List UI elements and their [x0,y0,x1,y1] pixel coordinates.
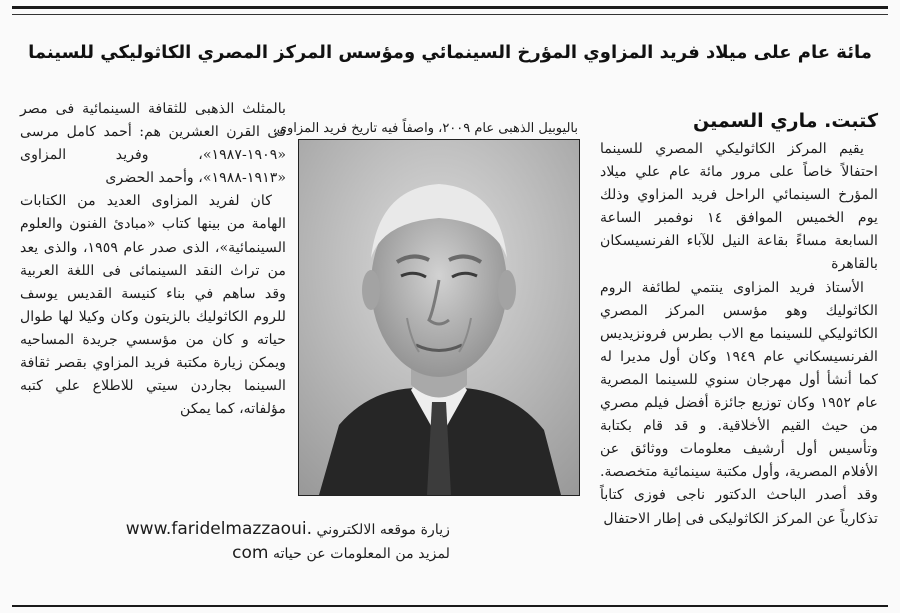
website-line-2 [20,542,450,566]
website-url-part1: www.faridelmazzaoui. [125,519,312,539]
portrait-photo-image [299,140,579,495]
top-strip-text: باليوبيل الذهبى عام ٢٠٠٩، واصفاً فيه تاريخ فريد المزاوى، [272,121,578,136]
paragraph: الأستاذ فريد المزاوى ينتمي لطائفة الروم الكاثوليك وهو مؤسس المركز المصري الكاثوليكي للسينما مع الاب بطرس فرونزيديس الفرنسيسكاني عام ١٩٤٩ وكان أول مديرا له كما أنشأ أول مهرجان سنوي للسينما المصرية عام ١٩٥٢ وكان توزيع جائزة أفضل فيلم مصري من حيث القيم الأخلاقية. و قد قام بكتابة وتأسيس أول أرشيف معلومات ووثائق عن الأفلام المصرية، وأول مكتبة سينمائية متخصصة. وقد أصدر الباحث الدكتور ناجى فوزى كتاباً تذكارياً عن المركز الكاثوليكى فى إطار الاحتفال [600,279,878,527]
paragraph: يقيم المركز الكاثوليكي المصري للسينما احتفالاً خاصاً على مرور مائة عام علي ميلاد المؤرخ السينمائي الراحل فريد المزاوي وذلك يوم الخميس الموافق ١٤ نوفمبر الساعة السابعة مساءً بقاعة النيل للآباء الفرنسيسكان بالقاهرة [600,141,878,273]
portrait-photo [298,139,580,496]
article-byline: كتبت. ماري السمين [693,110,878,132]
paragraph: بالمثلث الذهبى للثقافة السينمائية فى مصر فى القرن العشرين هم: أحمد كامل مرسى «١٩٠٩-١٩٨٧»، وفريد المزاوى «١٩١٣-١٩٨٨»، وأحمد الحضرى [20,101,286,187]
paragraph: كان لفريد المزاوى العديد من الكتابات الهامة من بينها كتاب «مبادئ الفنون والعلوم السينمائية»، الذى صدر عام ١٩٥٩، والذى يعد من تراث النقد السينمائى فى اللغة العربية وقد ساهم في بناء كنيسة القديس يوسف للروم الكاثوليك بالزيتون وكان وكيلا لها طوال حياته و كان من مؤسسي جريدة المساحيه ويمكن زيارة مكتبة فريد المزاوي بقصر ثقافة السينما بجاردن سيتي للاطلاع علي كتبه مؤلفاته، كما يمكن [20,193,286,418]
top-rule [12,6,888,9]
website-line-1 [20,518,450,542]
article-headline: مائة عام على ميلاد فريد المزاوي المؤرخ السينمائي ومؤسس المركز المصري الكاثوليكي للسينما [28,42,872,63]
top-rule-thin [12,14,888,15]
bottom-rule [12,605,888,607]
article-column-right [600,138,878,598]
more-info-label: لمزيد من المعلومات عن حياته [273,546,450,563]
article-column-left [20,98,286,503]
website-label: زيارة موقعه الالكتروني [316,522,450,538]
website-url-part2: com [232,543,269,564]
website-note [20,518,450,588]
